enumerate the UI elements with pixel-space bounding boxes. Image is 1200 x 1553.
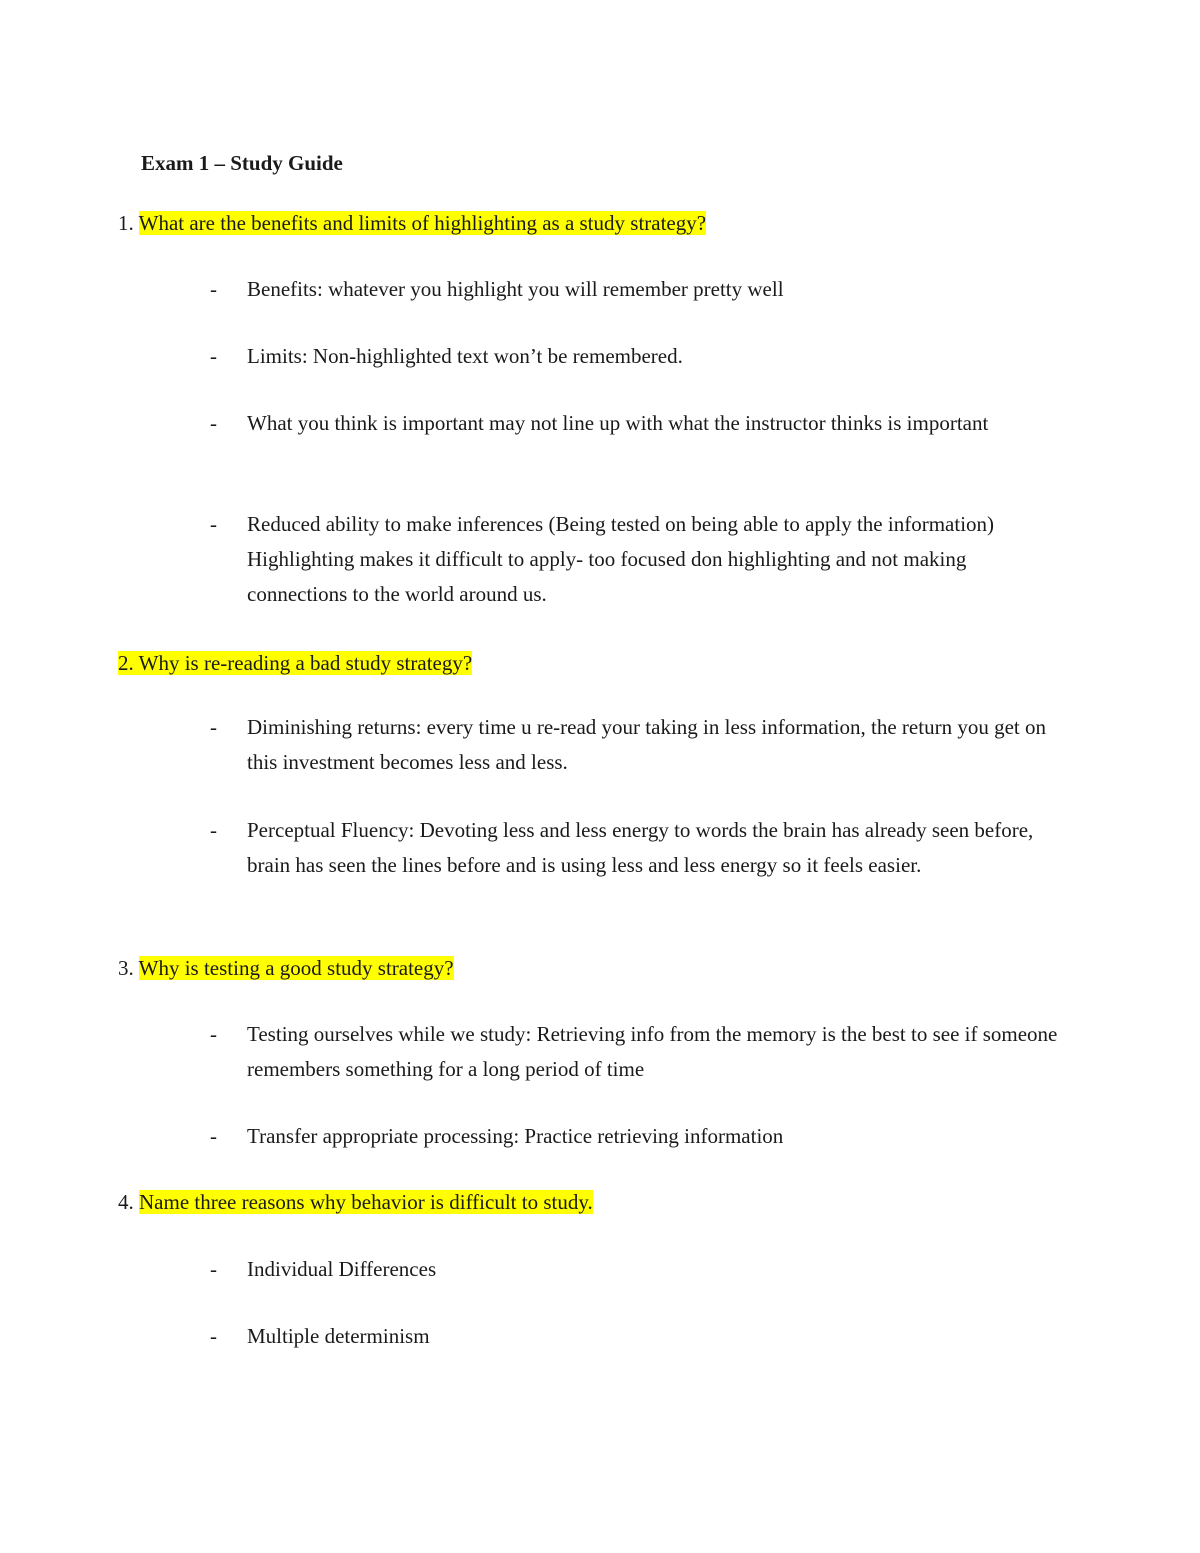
bullet-dash: - <box>210 715 217 739</box>
bullet-text: Individual Differences <box>247 1257 437 1281</box>
bullet-dash: - <box>210 1124 217 1148</box>
bullet-dash: - <box>210 344 217 368</box>
bullet-dash: - <box>210 818 217 842</box>
bullet-text: What you think is important may not line up with what the instructor thinks is important <box>247 411 989 435</box>
question-4 <box>118 1188 593 1216</box>
question-text-highlighted: Name three reasons why behavior is difficult to study. <box>139 1190 593 1214</box>
bullet-text: Perceptual Fluency: Devoting less and less energy to words the brain has already seen before, brain has seen the lines before and is using less and less energy so it feels easier. <box>247 818 1034 877</box>
bullet-text: Reduced ability to make inferences (Being tested on being able to apply the information) Highlighting makes it difficult to apply- too focused don highlighting and not making connections to the world around us. <box>247 512 995 606</box>
bullet-text: Transfer appropriate processing: Practice retrieving information <box>247 1124 784 1148</box>
question-number: 4. <box>118 1190 139 1214</box>
document-title: Exam 1 – Study Guide <box>141 151 343 175</box>
bullet-dash: - <box>210 1324 217 1348</box>
bullet-text: Benefits: whatever you highlight you will remember pretty well <box>247 277 784 301</box>
question-number: 3. <box>118 956 139 980</box>
question-3 <box>118 954 454 982</box>
question-text-highlighted: What are the benefits and limits of highlighting as a study strategy? <box>138 211 707 235</box>
question-number: 1. <box>118 211 139 235</box>
bullet-text: Testing ourselves while we study: Retrieving info from the memory is the best to see if someone remembers something for a long period of time <box>247 1022 1058 1081</box>
bullet-dash: - <box>210 1022 217 1046</box>
bullet-dash: - <box>210 277 217 301</box>
question-text-highlighted: Why is testing a good study strategy? <box>138 956 454 980</box>
question-text-highlighted: 2. Why is re-reading a bad study strategy? <box>118 651 473 675</box>
bullet-text: Multiple determinism <box>247 1324 430 1348</box>
bullet-text: Limits: Non-highlighted text won’t be remembered. <box>247 344 683 368</box>
bullet-dash: - <box>210 411 217 435</box>
bullet-dash: - <box>210 1257 217 1281</box>
question-1 <box>118 209 706 237</box>
question-2 <box>118 649 472 677</box>
bullet-dash: - <box>210 512 217 536</box>
bullet-text: Diminishing returns: every time u re-read your taking in less information, the return you get on this investment becomes less and less. <box>247 715 1046 774</box>
